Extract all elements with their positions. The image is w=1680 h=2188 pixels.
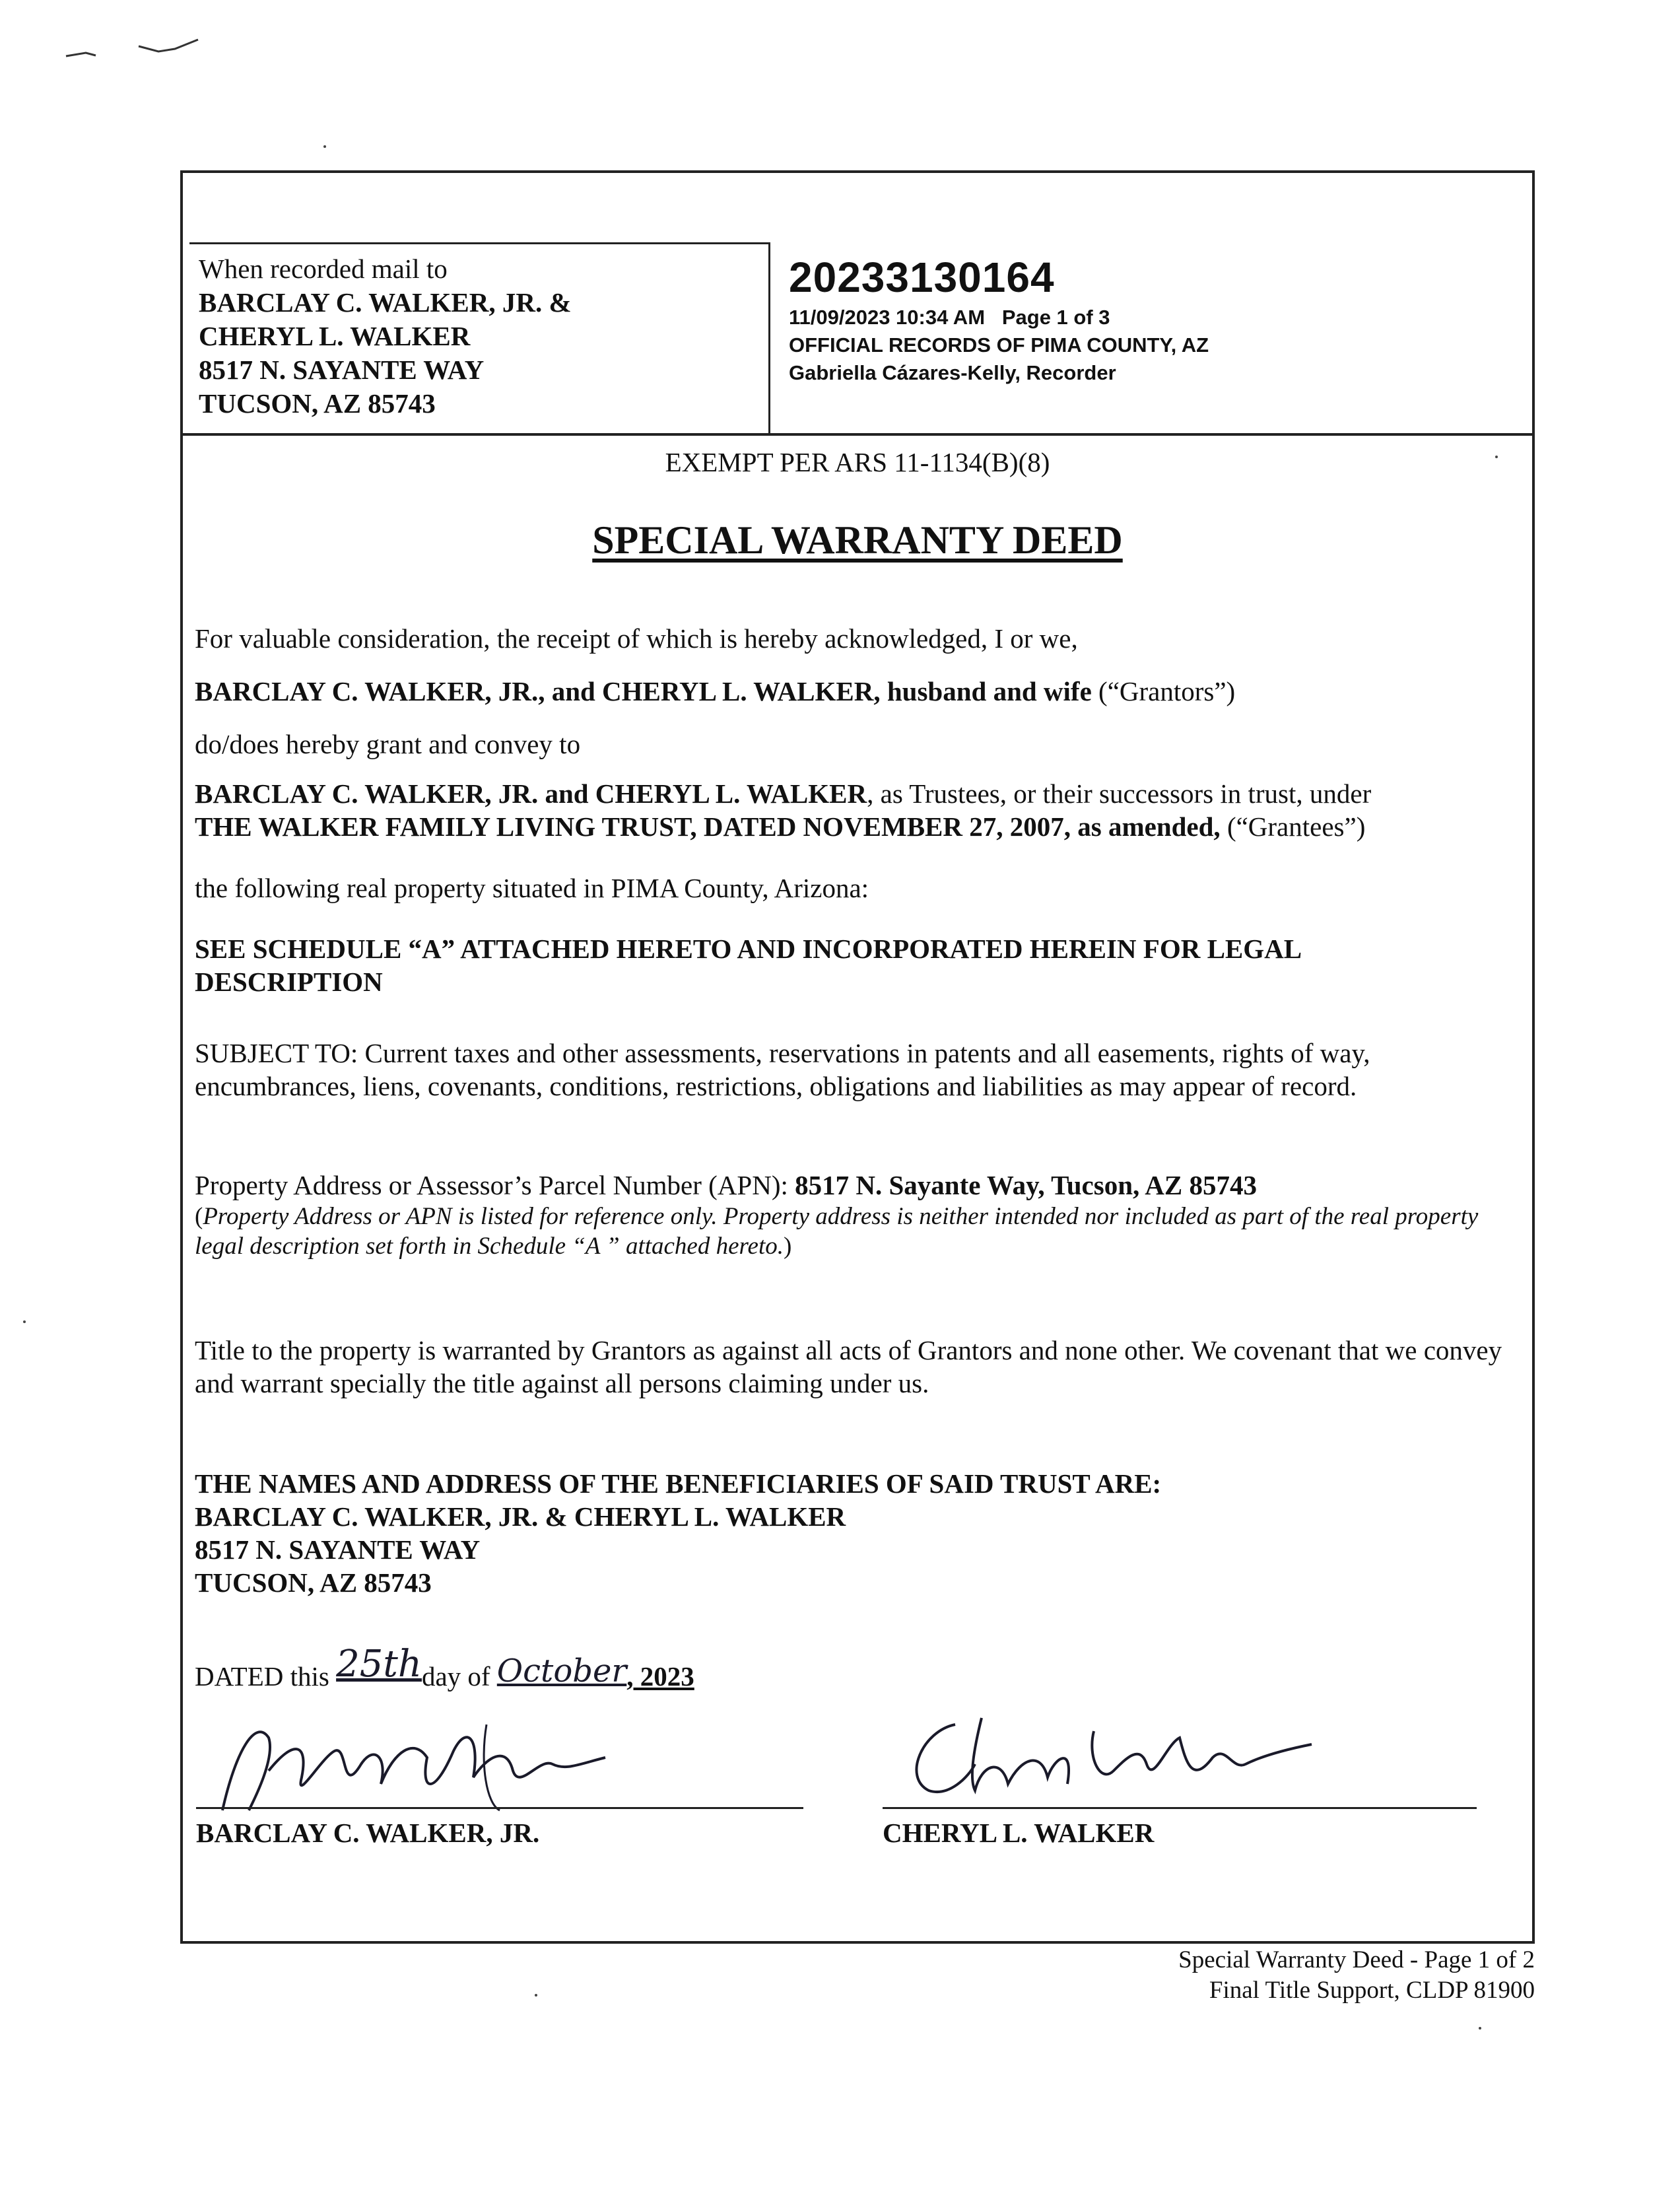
exemption-line: EXEMPT PER ARS 11-1134(B)(8) bbox=[665, 447, 1050, 477]
warranty-paragraph: Title to the property is warranted by Grantors as against all acts of Grantors and none other. We covenant that we convey and warrant specially the title against all persons claiming under us. bbox=[195, 1335, 1502, 1398]
apn-paragraph bbox=[195, 1169, 1515, 1202]
handwritten-day: 25th bbox=[336, 1643, 422, 1686]
scan-speck bbox=[535, 1994, 537, 1997]
dated-prefix: DATED this bbox=[195, 1661, 337, 1692]
beneficiaries-line: TUCSON, AZ 85743 bbox=[195, 1567, 432, 1598]
grantees-mid: , as Trustees, or their successors in trust, under bbox=[867, 778, 1372, 809]
signature-cheryl bbox=[876, 1705, 1338, 1810]
apn-value: 8517 N. Sayante Way, Tucson, AZ 85743 bbox=[795, 1170, 1257, 1200]
mail-to-line: CHERYL L. WALKER bbox=[199, 321, 471, 351]
footer-reference: Final Title Support, CLDP 81900 bbox=[1209, 1977, 1535, 2004]
apn-note-open: ( bbox=[195, 1203, 203, 1230]
scan-mark bbox=[59, 26, 218, 66]
signature-barclay bbox=[196, 1698, 658, 1824]
apn-note-close: ) bbox=[784, 1233, 792, 1260]
handwritten-month: October bbox=[496, 1653, 627, 1690]
scan-speck bbox=[23, 1320, 26, 1323]
page-footer bbox=[1178, 1945, 1535, 2006]
footer-page-label: Special Warranty Deed - Page 1 of 2 bbox=[1178, 1946, 1535, 1973]
trust-name: THE WALKER FAMILY LIVING TRUST, DATED NOVEMBER 27, 2007, as amended, bbox=[195, 811, 1221, 842]
convey-paragraph: do/does hereby grant and convey to bbox=[195, 729, 581, 759]
scan-speck bbox=[1495, 456, 1498, 458]
situated-paragraph: the following real property situated in PIMA County, Arizona: bbox=[195, 873, 869, 903]
signer-name-left: BARCLAY C. WALKER, JR. bbox=[196, 1818, 540, 1848]
scan-speck bbox=[323, 145, 326, 148]
beneficiaries-line: 8517 N. SAYANTE WAY bbox=[195, 1534, 481, 1565]
scan-speck bbox=[1479, 2027, 1481, 2030]
recording-stamp bbox=[789, 251, 1209, 387]
dated-line bbox=[195, 1643, 694, 1695]
header-row bbox=[183, 173, 1532, 436]
recording-datetime: 11/09/2023 10:34 AM Page 1 of 3 bbox=[789, 306, 1110, 329]
apn-note-text: Property Address or APN is listed for reference only. Property address is neither intended nor included as part of the real property legal description set forth in Schedule “A ” attached hereto. bbox=[195, 1203, 1479, 1260]
mail-to-line: TUCSON, AZ 85743 bbox=[199, 388, 436, 419]
apn-note bbox=[195, 1202, 1522, 1261]
grantees-tag: (“Grantees”) bbox=[1220, 811, 1366, 842]
mail-to-line: BARCLAY C. WALKER, JR. & bbox=[199, 287, 572, 318]
consideration-paragraph: For valuable consideration, the receipt of which is hereby acknowledged, I or we, bbox=[195, 623, 1078, 654]
subject-to-paragraph: SUBJECT TO: Current taxes and other assessments, reservations in patents and all easements, rights of way, encumbrances, liens, covenants, conditions, restrictions, obligations and liabilities as may appear of record. bbox=[195, 1038, 1370, 1101]
mail-to-line: 8517 N. SAYANTE WAY bbox=[199, 355, 485, 385]
signature-line-right bbox=[883, 1807, 1477, 1809]
dated-middle: day of bbox=[421, 1661, 497, 1692]
grantors-names: BARCLAY C. WALKER, JR., and CHERYL L. WALKER, husband and wife bbox=[195, 676, 1092, 706]
grantees-paragraph bbox=[195, 777, 1515, 843]
apn-label: Property Address or Assessor’s Parcel Number (APN): bbox=[195, 1170, 795, 1200]
recording-number: 20233130164 bbox=[789, 254, 1055, 301]
beneficiaries-heading: THE NAMES AND ADDRESS OF THE BENEFICIARIES OF SAID TRUST ARE: bbox=[195, 1468, 1162, 1499]
grantors-tag: (“Grantors”) bbox=[1091, 676, 1236, 706]
page-title: SPECIAL WARRANTY DEED bbox=[592, 518, 1123, 562]
schedule-paragraph: SEE SCHEDULE “A” ATTACHED HERETO AND INCORPORATED HEREIN FOR LEGAL DESCRIPTION bbox=[195, 934, 1300, 997]
dated-year: , 2023 bbox=[626, 1661, 694, 1692]
grantees-names: BARCLAY C. WALKER, JR. and CHERYL L. WALKER bbox=[195, 778, 867, 809]
beneficiaries-line: BARCLAY C. WALKER, JR. & CHERYL L. WALKER bbox=[195, 1501, 846, 1532]
recorder-name: Gabriella Cázares-Kelly, Recorder bbox=[789, 361, 1116, 384]
recording-office: OFFICIAL RECORDS OF PIMA COUNTY, AZ bbox=[789, 333, 1209, 357]
grantors-paragraph bbox=[195, 675, 1515, 708]
signature-line-left bbox=[196, 1807, 803, 1809]
signer-name-right: CHERYL L. WALKER bbox=[883, 1818, 1155, 1848]
recording-mail-to-box bbox=[189, 242, 770, 434]
mail-to-label: When recorded mail to bbox=[199, 254, 448, 284]
document-frame bbox=[180, 170, 1535, 1944]
